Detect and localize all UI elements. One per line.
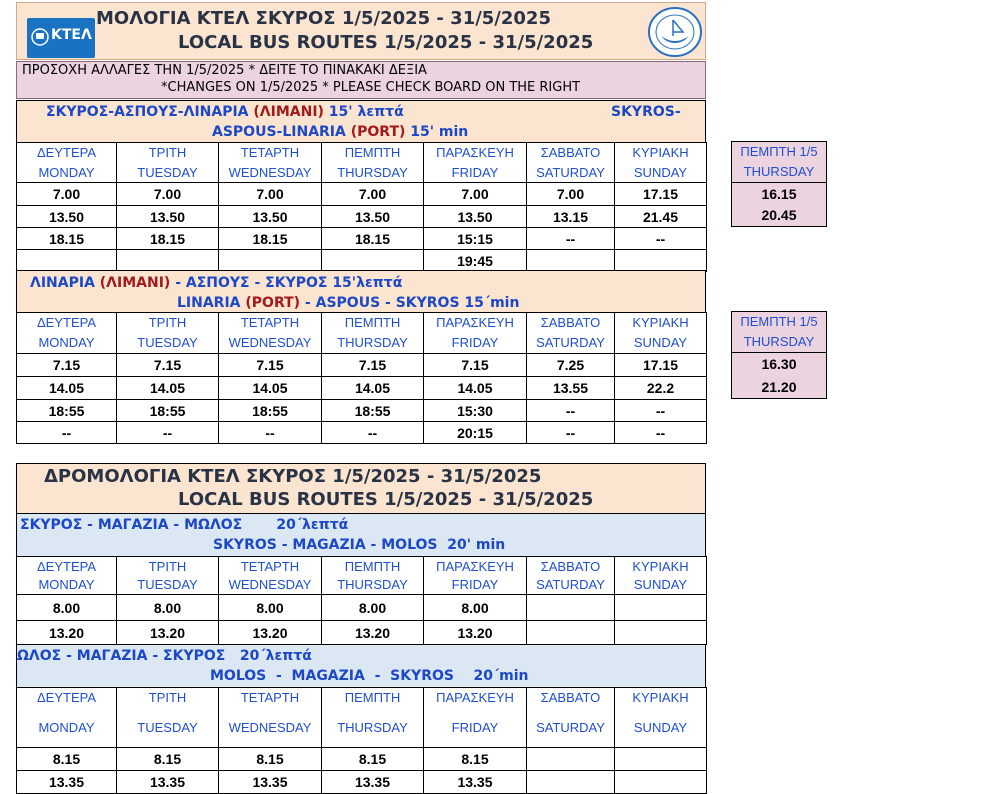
departure-time: 7.00 [527,183,615,206]
departure-time: 13.50 [424,206,527,228]
day-label-english: SATURDAY [527,333,615,354]
day-label-english: WEDNESDAY [219,333,322,354]
day-label-greek: ΣΑΒΒΑΤΟ [527,143,615,163]
departure-time: 8.15 [322,748,424,771]
departure-time: -- [615,400,707,422]
departure-time: 8.00 [17,595,117,621]
day-header-row-greek [17,143,707,163]
departure-time [219,250,322,272]
departure-time: -- [17,422,117,444]
day-label-greek: ΤΡΙΤΗ [117,313,219,333]
day-label-english: WEDNESDAY [219,708,322,748]
departure-time: 13.20 [424,621,527,645]
day-label-greek: ΠΕΜΠΤΗ [322,688,424,708]
day-label-greek: ΔΕΥΤΕΡΑ [17,688,117,708]
day-label-greek: ΤΕΤΑΡΤΗ [219,313,322,333]
special-departure-time: 16.30 [732,353,827,376]
table-row [17,422,707,444]
route2-title-greek [30,275,402,291]
table-row [732,162,827,183]
departure-time [527,748,615,771]
route1-special-timetable [731,141,827,227]
route4-timetable [16,687,707,794]
day-label-greek: ΠΑΡΑΣΚΕΥΗ [424,688,527,708]
second-title-english: LOCAL BUS ROUTES 1/5/2025 - 31/5/2025 [178,489,594,510]
day-label-english: SUNDAY [615,708,707,748]
table-row [732,183,827,205]
day-header-row-english [17,333,707,354]
table-row [17,748,707,771]
departure-time: 13.35 [219,771,322,794]
day-label-greek: ΤΕΤΑΡΤΗ [219,143,322,163]
departure-time [17,250,117,272]
departure-time: 7.00 [117,183,219,206]
route2-port-label: (ΛΙΜΑΝΙ) [99,275,171,291]
departure-time: 18:55 [322,400,424,422]
special-day-label-greek: ΠΕΜΠΤΗ 1/5 [732,142,827,162]
departure-time: 7.00 [219,183,322,206]
day-label-english: FRIDAY [424,163,527,183]
day-label-greek: ΤΕΤΑΡΤΗ [219,557,322,576]
ktel-logo [27,18,95,58]
departure-time: 18:55 [117,400,219,422]
route3-timetable [16,556,707,645]
table-row [17,377,707,400]
day-label-greek: ΠΕΜΠΤΗ [322,313,424,333]
day-label-english: SUNDAY [615,163,707,183]
day-label-greek: ΤΡΙΤΗ [117,557,219,576]
route1-port-label-en: (PORT) [350,124,406,140]
day-label-english: MONDAY [17,333,117,354]
route1-duration: 15' λεπτά [323,104,404,120]
day-label-greek: ΚΥΡΙΑΚΗ [615,688,707,708]
route3-title-english: SKYROS - MAGAZIA - MOLOS 20' min [213,537,506,553]
departure-time: 20:15 [424,422,527,444]
departure-time: 15:15 [424,228,527,250]
departure-time: -- [527,228,615,250]
day-header-row-english [17,576,707,595]
table-row [17,354,707,377]
day-header-row-greek [17,313,707,333]
day-label-english: MONDAY [17,163,117,183]
departure-time [615,595,707,621]
departure-time: 14.05 [322,377,424,400]
departure-time: -- [322,422,424,444]
day-label-greek: ΠΑΡΑΣΚΕΥΗ [424,313,527,333]
departure-time: 7.15 [424,354,527,377]
departure-time: 13.50 [17,206,117,228]
departure-time: 7.00 [424,183,527,206]
route2-title-text: ΛΙΝΑΡΙΑ [30,275,100,291]
departure-time: 18.15 [17,228,117,250]
day-label-greek: ΠΑΡΑΣΚΕΥΗ [424,557,527,576]
table-row [732,312,827,332]
day-label-english: SUNDAY [615,333,707,354]
departure-time: 21.45 [615,206,707,228]
table-row [17,771,707,794]
route1-title-english-start: SKYROS- [611,104,681,120]
special-departure-time: 16.15 [732,183,827,205]
departure-time: 13.55 [527,377,615,400]
departure-time [527,595,615,621]
special-day-label-greek: ΠΕΜΠΤΗ 1/5 [732,312,827,332]
departure-time: 13.50 [117,206,219,228]
departure-time: 13.35 [117,771,219,794]
departure-time: 14.05 [424,377,527,400]
day-label-greek: ΤΡΙΤΗ [117,143,219,163]
notice-line-greek: ΠΡΟΣΟΧΗ ΑΛΛΑΓΕΣ ΤΗΝ 1/5/2025 * ΔΕΙΤΕ ΤΟ ΠΙΝΑΚΑΚΙ ΔΕΞΙΑ [22,63,427,78]
departure-time: 14.05 [117,377,219,400]
departure-time: 8.15 [424,748,527,771]
departure-time: 14.05 [219,377,322,400]
table-row [17,400,707,422]
day-label-english: TUESDAY [117,163,219,183]
departure-time: 13.50 [322,206,424,228]
day-label-greek: ΣΑΒΒΑΤΟ [527,688,615,708]
departure-time: 13.50 [219,206,322,228]
day-label-english: TUESDAY [117,708,219,748]
route2-port-label-en: (PORT) [245,295,301,311]
departure-time: 7.00 [17,183,117,206]
departure-time: 15:30 [424,400,527,422]
day-label-greek: ΔΕΥΤΕΡΑ [17,143,117,163]
bus-icon [31,28,49,46]
day-label-english: FRIDAY [424,576,527,595]
day-header-row-english [17,708,707,748]
logo-text: ΚΤΕΛ [51,27,92,43]
table-row [17,621,707,645]
departure-time: 7.15 [17,354,117,377]
departure-time: 13.20 [117,621,219,645]
special-day-label-english: THURSDAY [732,332,827,353]
route1-timetable [16,142,707,272]
departure-time: 8.00 [219,595,322,621]
route2-title-en-text: LINARIA [177,295,246,311]
day-label-english: FRIDAY [424,708,527,748]
day-label-english: TUESDAY [117,576,219,595]
day-label-english: WEDNESDAY [219,163,322,183]
departure-time: -- [527,422,615,444]
route1-title-english [212,124,468,140]
day-label-greek: ΤΕΤΑΡΤΗ [219,688,322,708]
table-row [732,205,827,227]
departure-time: 7.15 [322,354,424,377]
departure-time [527,621,615,645]
day-label-english: THURSDAY [322,576,424,595]
route4-title-greek: ΩΛΟΣ - ΜΑΓΑΖΙΑ - ΣΚΥΡΟΣ 20΄λεπτά [17,648,312,664]
departure-time: -- [615,228,707,250]
day-header-row-greek [17,557,707,576]
route2-special-timetable [731,311,827,399]
departure-time: 8.00 [424,595,527,621]
route1-title-greek [46,104,404,120]
day-header-row-english [17,163,707,183]
departure-time: 7.15 [117,354,219,377]
departure-time: 8.15 [17,748,117,771]
departure-time: 13.35 [17,771,117,794]
departure-time: 13.15 [527,206,615,228]
route3-title-greek: ΣΚΥΡΟΣ - ΜΑΓΑΖΙΑ - ΜΩΛΟΣ 20΄λεπτά [20,517,349,533]
day-label-english: SATURDAY [527,163,615,183]
day-label-english: WEDNESDAY [219,576,322,595]
day-label-english: MONDAY [17,576,117,595]
day-label-english: THURSDAY [322,333,424,354]
departure-time: 13.35 [424,771,527,794]
day-label-english: SUNDAY [615,576,707,595]
day-label-english: THURSDAY [322,163,424,183]
day-label-greek: ΚΥΡΙΑΚΗ [615,557,707,576]
departure-time: 14.05 [17,377,117,400]
table-row [732,353,827,376]
departure-time [117,250,219,272]
route4-title-english: MOLOS - MAGAZIA - SKYROS 20΄min [210,668,529,684]
departure-time: -- [527,400,615,422]
departure-time: 8.00 [117,595,219,621]
table-row [732,142,827,162]
departure-time: 7.00 [322,183,424,206]
special-departure-time: 20.45 [732,205,827,227]
departure-time [527,250,615,272]
notice-line-english: *CHANGES ON 1/5/2025 * PLEASE CHECK BOARD ON THE RIGHT [161,80,581,95]
departure-time: 22.2 [615,377,707,400]
municipality-seal [647,6,703,58]
special-day-label-english: THURSDAY [732,162,827,183]
seal-icon [647,6,703,58]
departure-time: 8.15 [219,748,322,771]
departure-time: 17.15 [615,354,707,377]
route2-timetable [16,312,707,444]
day-label-greek: ΚΥΡΙΑΚΗ [615,143,707,163]
table-row [17,250,707,272]
departure-time [322,250,424,272]
day-label-greek: ΔΕΥΤΕΡΑ [17,313,117,333]
route1-title-en-text: ASPOUS-LINARIA [212,124,351,140]
day-label-greek: ΚΥΡΙΑΚΗ [615,313,707,333]
day-label-english: TUESDAY [117,333,219,354]
table-row [732,332,827,353]
route1-duration-en: 15' min [405,124,469,140]
departure-time: 8.00 [322,595,424,621]
page-title-english: LOCAL BUS ROUTES 1/5/2025 - 31/5/2025 [178,32,594,53]
departure-time: 18.15 [219,228,322,250]
departure-time [615,748,707,771]
departure-time [615,621,707,645]
table-row [17,206,707,228]
departure-time: 8.15 [117,748,219,771]
day-label-greek: ΤΡΙΤΗ [117,688,219,708]
departure-time [527,771,615,794]
departure-time: 18:55 [17,400,117,422]
departure-time: 18.15 [322,228,424,250]
departure-time: 13.20 [17,621,117,645]
day-label-greek: ΠΕΜΠΤΗ [322,143,424,163]
table-row [17,595,707,621]
departure-time: 17.15 [615,183,707,206]
departure-time: -- [117,422,219,444]
departure-time: 18.15 [117,228,219,250]
day-header-row-greek [17,688,707,708]
departure-time: 13.20 [219,621,322,645]
table-row [17,183,707,206]
route1-port-label: (ΛΙΜΑΝΙ) [253,104,324,120]
day-label-greek: ΣΑΒΒΑΤΟ [527,313,615,333]
departure-time: 18:55 [219,400,322,422]
second-title-greek: ΔΡΟΜΟΛΟΓΙΑ ΚΤΕΛ ΣΚΥΡΟΣ 1/5/2025 - 31/5/2025 [44,466,542,487]
route2-title-en-rest: - ASPOUS - SKYROS 15΄min [300,295,520,311]
day-label-greek: ΠΑΡΑΣΚΕΥΗ [424,143,527,163]
day-label-english: THURSDAY [322,708,424,748]
route1-title-text: ΣΚΥΡΟΣ-ΑΣΠΟΥΣ-ΛΙΝΑΡΙΑ [46,104,254,120]
departure-time: 13.35 [322,771,424,794]
departure-time [615,250,707,272]
day-label-english: FRIDAY [424,333,527,354]
table-row [732,376,827,399]
departure-time: 7.15 [219,354,322,377]
route2-title-rest: - ΑΣΠΟΥΣ - ΣΚΥΡΟΣ 15'λεπτά [170,275,403,291]
day-label-english: SATURDAY [527,576,615,595]
departure-time: -- [219,422,322,444]
day-label-greek: ΔΕΥΤΕΡΑ [17,557,117,576]
departure-time: 7.25 [527,354,615,377]
day-label-english: MONDAY [17,708,117,748]
route2-title-english [177,295,519,311]
day-label-english: SATURDAY [527,708,615,748]
page-title-greek: ΜΟΛΟΓΙΑ ΚΤΕΛ ΣΚΥΡΟΣ 1/5/2025 - 31/5/2025 [96,8,551,29]
special-departure-time: 21.20 [732,376,827,399]
day-label-greek: ΠΕΜΠΤΗ [322,557,424,576]
departure-time: 19:45 [424,250,527,272]
table-row [17,228,707,250]
day-label-greek: ΣΑΒΒΑΤΟ [527,557,615,576]
departure-time: 13.20 [322,621,424,645]
departure-time: -- [615,422,707,444]
departure-time [615,771,707,794]
